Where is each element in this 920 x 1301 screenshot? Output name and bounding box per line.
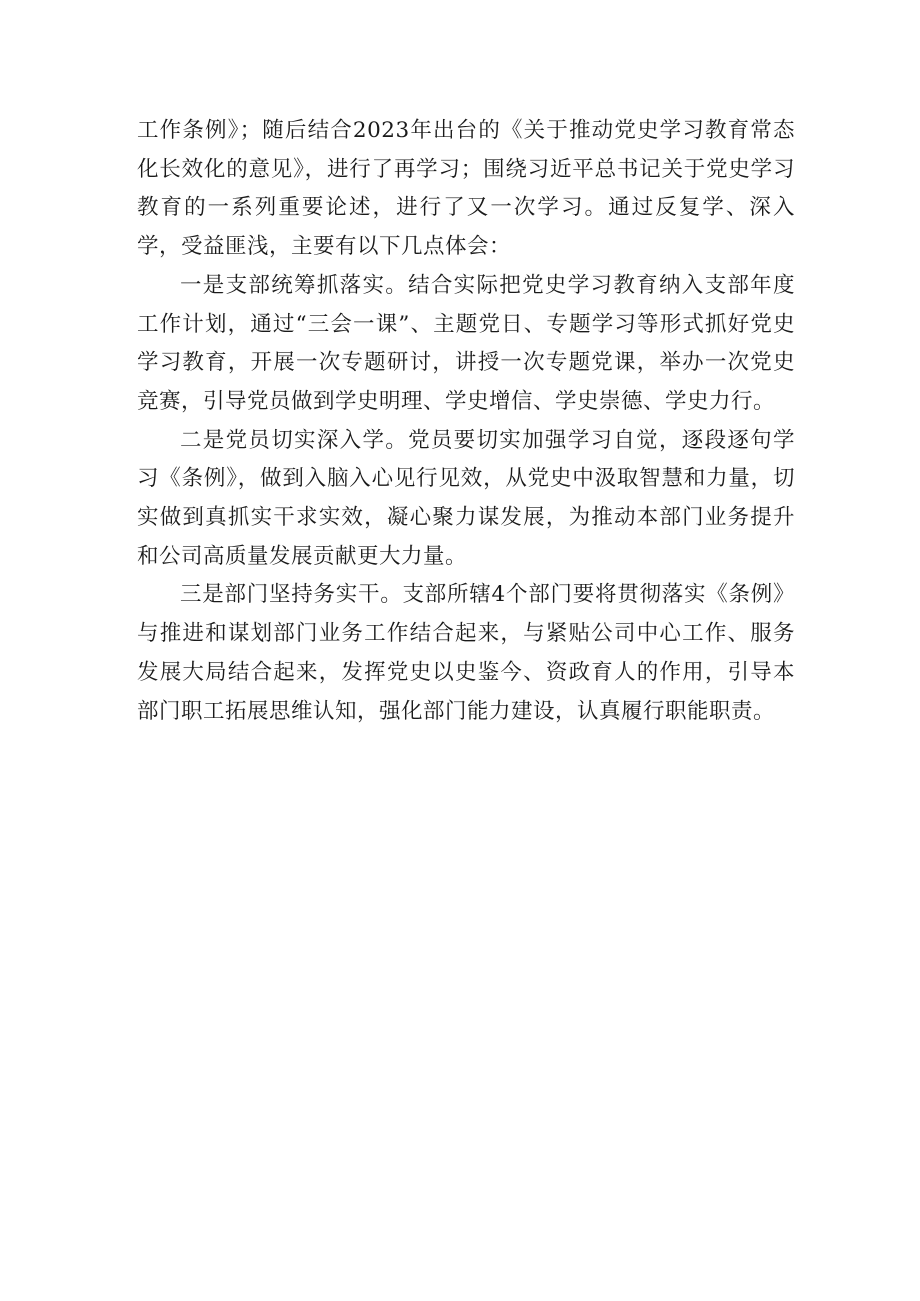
paragraph-point-two: 二是党员切实深入学。党员要切实加强学习自觉，逐段逐句学习《条例》，做到入脑入心见行见效，从党史中汲取智慧和力量，切实做到真抓实干求实效，凝心聚力谋发展，为推动本部门业务提升和公司高质量发展贡献更大力量。 — [137, 427, 795, 569]
paragraph-point-one: 一是支部统筹抓落实。结合实际把党史学习教育纳入支部年度工作计划，通过“三会一课”、主题党日、专题学习等形式抓好党史学习教育，开展一次专题研讨，讲授一次专题党课，举办一次党史竞赛，引导党员做到学史明理、学史增信、学史崇德、学史力行。 — [137, 272, 795, 414]
paragraph-point-three: 三是部门坚持务实干。支部所辖4个部门要将贯彻落实《条例》与推进和谋划部门业务工作结合起来，与紧贴公司中心工作、服务发展大局结合起来，发挥党史以史鉴今、资政育人的作用，引导本部门职工拓展思维认知，强化部门能力建设，认真履行职能职责。 — [137, 582, 795, 724]
paragraph-intro: 工作条例》；随后结合2023年出台的《关于推动党史学习教育常态化长效化的意见》，进行了再学习；围绕习近平总书记关于党史学习教育的一系列重要论述，进行了又一次学习。通过反复学、深入学，受益匪浅，主要有以下几点体会： — [137, 118, 795, 260]
document-body — [137, 112, 795, 731]
